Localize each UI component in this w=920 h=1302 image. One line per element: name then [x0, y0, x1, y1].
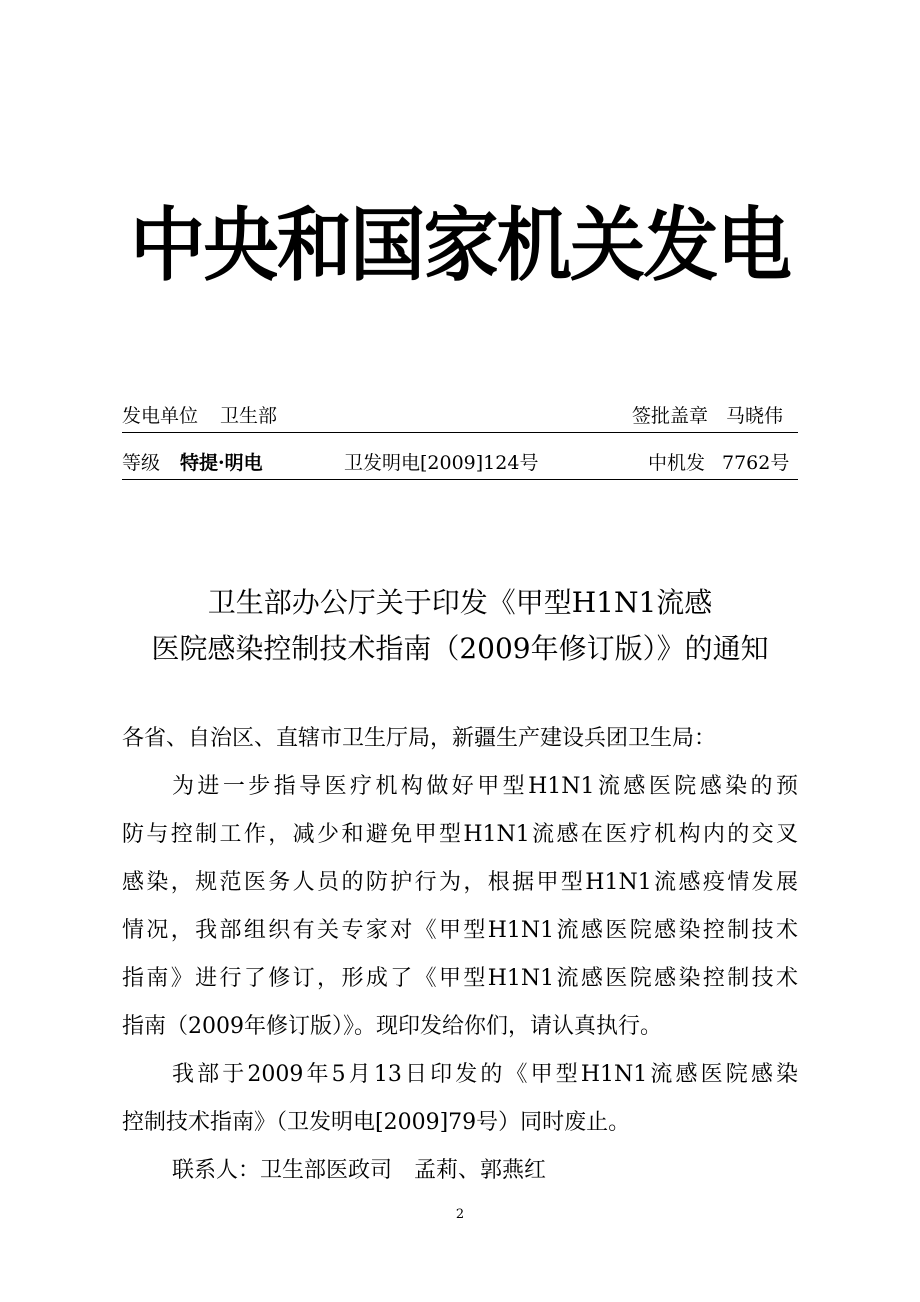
body-line: 防与控制工作，减少和避免甲型H1N1流感在医疗机构内的交叉 — [122, 822, 798, 847]
document-number: 卫发明电[2009]124号 — [344, 452, 539, 474]
sender-label: 发电单位 — [122, 405, 199, 427]
body-line: 我部于2009年5月13日印发的《甲型H1N1流感医院感染 — [172, 1062, 798, 1087]
level-value: 特提·明电 — [180, 452, 263, 474]
central-label: 中机发 — [648, 452, 706, 474]
body-line: 指南（2009年修订版）》。现印发给你们，请认真执行。 — [122, 1014, 662, 1039]
document-title-line-2: 医院感染控制技术指南（2009年修订版）》的通知 — [151, 632, 769, 665]
body-line: 为进一步指导医疗机构做好甲型H1N1流感医院感染的预 — [172, 774, 798, 799]
body-line: 感染，规范医务人员的防护行为，根据甲型H1N1流感疫情发展 — [122, 870, 798, 895]
central-value: 7762号 — [722, 452, 790, 474]
level-row — [122, 446, 798, 480]
body-line: 指南》进行了修订，形成了《甲型H1N1流感医院感染控制技术 — [122, 966, 798, 991]
sign-value: 马晓伟 — [726, 405, 784, 427]
level-label: 等级 — [122, 452, 161, 474]
telegram-header-title: 中央和国家机关发电 — [130, 199, 790, 292]
sender-row — [122, 399, 798, 433]
body-line: 情况，我部组织有关专家对《甲型H1N1流感医院感染控制技术 — [122, 918, 798, 943]
contact-line: 联系人：卫生部医政司 孟莉、郭燕红 — [172, 1158, 547, 1183]
sender-value: 卫生部 — [220, 405, 278, 427]
sign-label: 签批盖章 — [632, 405, 709, 427]
body-line: 控制技术指南》（卫发明电[2009]79号）同时废止。 — [122, 1110, 631, 1135]
salutation: 各省、自治区、直辖市卫生厅局，新疆生产建设兵团卫生局： — [122, 726, 717, 751]
document-title-line-1: 卫生部办公厅关于印发《甲型H1N1流感 — [207, 586, 713, 619]
page-number: 2 — [455, 1207, 465, 1222]
